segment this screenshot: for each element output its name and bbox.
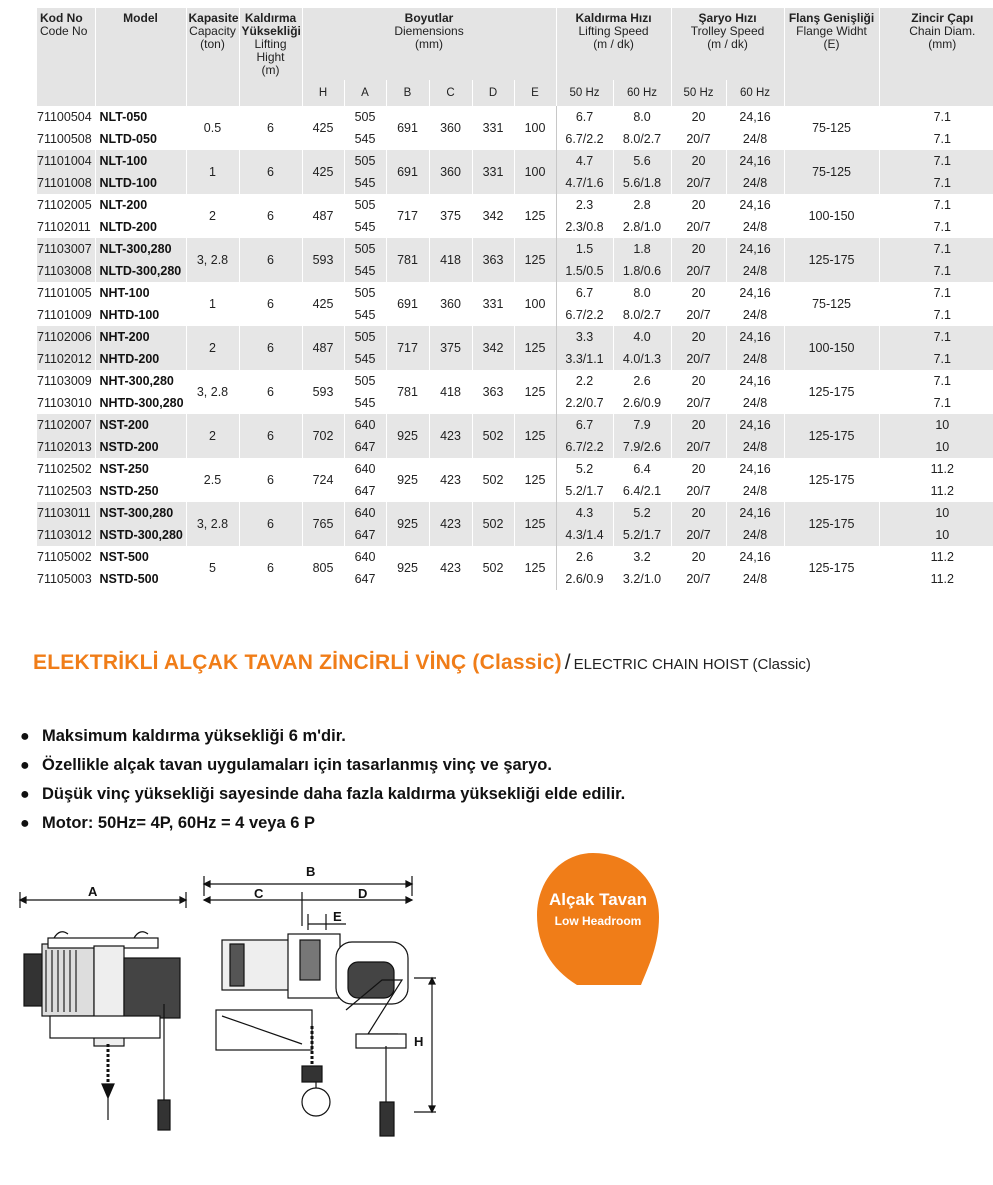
cell-trolley-speed-60hz: 24,16 24/8 [726, 150, 784, 194]
cell-flange-width: 125-175 [784, 238, 879, 282]
cell-code: 71100504 71100508 [37, 110, 92, 146]
dim-label-d: D [358, 886, 368, 901]
table-row [37, 282, 993, 326]
cell-dim-d: 502 [472, 414, 514, 458]
cell-lift-height: 6 [239, 546, 302, 590]
cell-dim-c: 423 [429, 414, 472, 458]
cell-dim-a: 640 647 [344, 546, 386, 590]
cell-trolley-speed-50hz: 20 20/7 [671, 546, 726, 590]
cell-lift-height: 6 [239, 106, 302, 150]
cell-code: 71102006 71102012 [37, 326, 95, 370]
cell-lift-speed-60hz: 5.2 5.2/1.7 [613, 502, 671, 546]
low-headroom-badge [537, 853, 659, 985]
header-lift-height: Kaldırma Yüksekliği Lifting Hight (m) [239, 8, 302, 80]
header-code: Kod No Code No [37, 8, 95, 80]
feature-item: ● Motor: 50Hz= 4P, 60Hz = 4 veya 6 P [20, 809, 625, 838]
cell-chain-diameter: 7.1 7.1 [879, 282, 993, 326]
cell-dim-a: 505 545 [344, 326, 386, 370]
table-row [37, 326, 993, 370]
table-row [37, 502, 993, 546]
cell-lift-speed-60hz: 8.0 8.0/2.7 [613, 106, 671, 150]
cell-dim-a: 505 545 [344, 282, 386, 326]
subheader-e: E [514, 80, 556, 106]
cell-dim-e: 125 [514, 458, 556, 502]
bullet-icon: ● [20, 815, 30, 832]
cell-dim-h: 487 [302, 326, 344, 370]
cell-dim-h: 593 [302, 238, 344, 282]
cell-dim-c: 423 [429, 458, 472, 502]
subheader-trolley-60hz: 60 Hz [726, 80, 784, 106]
cell-capacity: 2 [186, 326, 239, 370]
dim-label-a: A [88, 884, 98, 899]
cell-chain-diameter: 11.2 11.2 [879, 546, 993, 590]
cell-model: NHT-200 NHTD-200 [95, 326, 186, 370]
cell-trolley-speed-50hz: 20 20/7 [671, 282, 726, 326]
dim-label-b: B [306, 864, 316, 879]
cell-flange-width: 75-125 [784, 150, 879, 194]
cell-dim-e: 125 [514, 502, 556, 546]
header-lifting-speed: Kaldırma Hızı Lifting Speed (m / dk) [556, 8, 671, 80]
cell-dim-d: 331 [472, 282, 514, 326]
cell-lift-speed-50hz: 1.5 1.5/0.5 [556, 238, 613, 282]
table-row [37, 238, 993, 282]
cell-dim-c: 423 [429, 546, 472, 590]
cell-dim-h: 425 [302, 150, 344, 194]
subheader-lift-60hz: 60 Hz [613, 80, 671, 106]
cell-trolley-speed-60hz: 24,16 24/8 [726, 458, 784, 502]
cell-dim-a: 505 545 [344, 106, 386, 150]
cell-model: NLT-300,280 NLTD-300,280 [95, 238, 186, 282]
cell-dim-a: 505 545 [344, 238, 386, 282]
cell-flange-width: 75-125 [784, 106, 879, 150]
cell-code: 71101005 71101009 [37, 286, 92, 322]
cell-lift-speed-60hz: 5.6 5.6/1.8 [613, 150, 671, 194]
cell-code: 71103007 71103008 [37, 238, 95, 282]
header-trolley-speed: Şaryo Hızı Trolley Speed (m / dk) [671, 8, 784, 80]
cell-trolley-speed-50hz: 20 20/7 [671, 238, 726, 282]
cell-model: NLT-200 NLTD-200 [95, 194, 186, 238]
header-model: Model [95, 8, 186, 80]
cell-trolley-speed-60hz: 24,16 24/8 [726, 502, 784, 546]
cell-dim-d: 502 [472, 458, 514, 502]
cell-chain-diameter: 7.1 7.1 [879, 326, 993, 370]
cell-trolley-speed-50hz: 20 20/7 [671, 370, 726, 414]
hoist-side-view-drawing [196, 866, 446, 1141]
cell-dim-e: 125 [514, 414, 556, 458]
cell-lift-height: 6 [239, 370, 302, 414]
cell-trolley-speed-60hz: 24,16 24/8 [726, 546, 784, 590]
cell-lift-speed-50hz: 4.3 4.3/1.4 [556, 502, 613, 546]
cell-dim-e: 125 [514, 326, 556, 370]
cell-dim-c: 375 [429, 326, 472, 370]
cell-lift-speed-50hz: 2.3 2.3/0.8 [556, 194, 613, 238]
cell-capacity: 3, 2.8 [186, 238, 239, 282]
cell-model: NHT-300,280 NHTD-300,280 [95, 370, 186, 414]
cell-capacity: 1 [186, 150, 239, 194]
cell-lift-speed-50hz: 2.6 2.6/0.9 [556, 546, 613, 590]
table-row [37, 370, 993, 414]
cell-dim-a: 505 545 [344, 150, 386, 194]
cell-flange-width: 75-125 [784, 282, 879, 326]
cell-dim-h: 487 [302, 194, 344, 238]
product-title-tr: ELEKTRİKLİ ALÇAK TAVAN ZİNCİRLİ VİNÇ (Classic) [33, 651, 562, 674]
cell-code: 71103011 71103012 [37, 502, 95, 546]
cell-chain-diameter: 10 10 [879, 502, 993, 546]
cell-trolley-speed-50hz: 20 20/7 [671, 458, 726, 502]
subheader-c: C [429, 80, 472, 106]
cell-dim-e: 100 [514, 106, 556, 150]
dim-label-e: E [333, 909, 342, 924]
cell-code: 71103009 71103010 [37, 374, 92, 410]
cell-dim-h: 593 [302, 370, 344, 414]
cell-lift-speed-60hz: 4.0 4.0/1.3 [613, 326, 671, 370]
table-row [37, 546, 993, 590]
feature-item: ● Düşük vinç yüksekliği sayesinde daha fazla kaldırma yüksekliği elde edilir. [20, 780, 625, 809]
cell-dim-d: 331 [472, 150, 514, 194]
cell-chain-diameter: 7.1 7.1 [879, 150, 993, 194]
cell-dim-e: 125 [514, 238, 556, 282]
table-row [37, 458, 993, 502]
cell-lift-speed-50hz: 4.7 4.7/1.6 [556, 150, 613, 194]
cell-dim-a: 505 545 [344, 370, 386, 414]
feature-item: ● Maksimum kaldırma yüksekliği 6 m'dir. [20, 722, 625, 751]
cell-chain-diameter: 10 10 [879, 414, 993, 458]
dim-label-c: C [254, 886, 264, 901]
cell-dim-d: 342 [472, 326, 514, 370]
subheader-lift-50hz: 50 Hz [556, 80, 613, 106]
cell-dim-b: 925 [386, 414, 429, 458]
cell-dim-b: 717 [386, 194, 429, 238]
cell-model: NHT-100 NHTD-100 [95, 282, 186, 326]
cell-dim-b: 691 [386, 282, 429, 326]
cell-dim-e: 125 [514, 546, 556, 590]
cell-trolley-speed-60hz: 24,16 24/8 [726, 282, 784, 326]
cell-flange-width: 100-150 [784, 194, 879, 238]
cell-lift-speed-50hz: 6.7 6.7/2.2 [556, 282, 613, 326]
cell-dim-c: 360 [429, 106, 472, 150]
bullet-icon: ● [20, 728, 30, 745]
cell-dim-e: 100 [514, 150, 556, 194]
hoist-front-view-drawing [14, 884, 204, 1134]
cell-code: 71102502 71102503 [37, 462, 92, 498]
cell-capacity: 3, 2.8 [186, 370, 239, 414]
cell-trolley-speed-60hz: 24,16 24/8 [726, 370, 784, 414]
dim-label-h: H [414, 1034, 424, 1049]
subheader-b: B [386, 80, 429, 106]
table-row [37, 106, 993, 150]
cell-lift-speed-60hz: 2.6 2.6/0.9 [613, 370, 671, 414]
cell-model: NST-200 NSTD-200 [95, 414, 186, 458]
cell-dim-d: 342 [472, 194, 514, 238]
cell-trolley-speed-60hz: 24,16 24/8 [726, 414, 784, 458]
cell-capacity: 1 [186, 282, 239, 326]
header-capacity: Kapasite Capacity (ton) [186, 8, 239, 80]
cell-lift-speed-60hz: 2.8 2.8/1.0 [613, 194, 671, 238]
cell-dim-h: 425 [302, 282, 344, 326]
cell-trolley-speed-50hz: 20 20/7 [671, 414, 726, 458]
table-row [37, 150, 993, 194]
cell-dim-d: 331 [472, 106, 514, 150]
cell-dim-h: 425 [302, 106, 344, 150]
bullet-icon: ● [20, 786, 30, 803]
cell-lift-speed-60hz: 7.9 7.9/2.6 [613, 414, 671, 458]
cell-dim-b: 925 [386, 502, 429, 546]
subheader-d: D [472, 80, 514, 106]
cell-model: NST-250 NSTD-250 [95, 458, 186, 502]
cell-flange-width: 125-175 [784, 414, 879, 458]
cell-model: NST-500 NSTD-500 [95, 546, 186, 590]
cell-dim-c: 360 [429, 150, 472, 194]
cell-lift-height: 6 [239, 194, 302, 238]
subheader-h: H [302, 80, 344, 106]
cell-dim-e: 125 [514, 194, 556, 238]
cell-lift-speed-50hz: 6.7 6.7/2.2 [556, 106, 613, 150]
bullet-icon: ● [20, 757, 30, 774]
cell-dim-b: 925 [386, 458, 429, 502]
cell-chain-diameter: 7.1 7.1 [879, 106, 993, 150]
cell-lift-height: 6 [239, 414, 302, 458]
cell-dim-b: 691 [386, 150, 429, 194]
cell-dim-c: 375 [429, 194, 472, 238]
cell-trolley-speed-50hz: 20 20/7 [671, 326, 726, 370]
cell-lift-speed-60hz: 8.0 8.0/2.7 [613, 282, 671, 326]
cell-flange-width: 125-175 [784, 458, 879, 502]
cell-code: 71102007 71102013 [37, 414, 95, 458]
badge-line1: Alçak Tavan [549, 890, 647, 909]
badge-line2: Low Headroom [554, 914, 642, 928]
cell-dim-c: 418 [429, 238, 472, 282]
cell-lift-speed-60hz: 6.4 6.4/2.1 [613, 458, 671, 502]
cell-dim-h: 805 [302, 546, 344, 590]
cell-dim-h: 702 [302, 414, 344, 458]
cell-capacity: 5 [186, 546, 239, 590]
header-chain-diameter: Zincir Çapı Chain Diam. (mm) [879, 8, 993, 106]
cell-lift-height: 6 [239, 238, 302, 282]
cell-lift-speed-60hz: 1.8 1.8/0.6 [613, 238, 671, 282]
spec-table [37, 8, 993, 590]
cell-lift-height: 6 [239, 326, 302, 370]
cell-dim-c: 418 [429, 370, 472, 414]
spec-table-body [37, 106, 993, 590]
cell-capacity: 2.5 [186, 458, 239, 502]
cell-capacity: 2 [186, 414, 239, 458]
cell-code: 71105002 71105003 [37, 550, 92, 586]
cell-model: NLT-100 NLTD-100 [95, 150, 186, 194]
cell-lift-speed-50hz: 3.3 3.3/1.1 [556, 326, 613, 370]
cell-chain-diameter: 7.1 7.1 [879, 370, 993, 414]
cell-flange-width: 100-150 [784, 326, 879, 370]
cell-dim-d: 363 [472, 370, 514, 414]
cell-chain-diameter: 11.2 11.2 [879, 458, 993, 502]
cell-trolley-speed-50hz: 20 20/7 [671, 150, 726, 194]
cell-dim-d: 363 [472, 238, 514, 282]
subheader-a: A [344, 80, 386, 106]
table-row [37, 414, 993, 458]
cell-code: 71102005 71102011 [37, 198, 92, 234]
cell-chain-diameter: 7.1 7.1 [879, 194, 993, 238]
cell-dim-h: 724 [302, 458, 344, 502]
cell-capacity: 2 [186, 194, 239, 238]
cell-trolley-speed-60hz: 24,16 24/8 [726, 106, 784, 150]
cell-trolley-speed-60hz: 24,16 24/8 [726, 326, 784, 370]
cell-lift-speed-50hz: 2.2 2.2/0.7 [556, 370, 613, 414]
cell-dim-e: 100 [514, 282, 556, 326]
table-row [37, 194, 993, 238]
cell-dim-b: 691 [386, 106, 429, 150]
cell-model: NLT-050 NLTD-050 [95, 106, 186, 150]
cell-lift-height: 6 [239, 458, 302, 502]
cell-dim-a: 640 647 [344, 502, 386, 546]
cell-trolley-speed-50hz: 20 20/7 [671, 194, 726, 238]
cell-dim-b: 717 [386, 326, 429, 370]
cell-lift-height: 6 [239, 282, 302, 326]
cell-capacity: 0.5 [186, 106, 239, 150]
cell-capacity: 3, 2.8 [186, 502, 239, 546]
cell-dim-a: 640 647 [344, 458, 386, 502]
cell-code: 71101004 71101008 [37, 150, 95, 194]
cell-lift-height: 6 [239, 502, 302, 546]
cell-dim-b: 781 [386, 370, 429, 414]
cell-flange-width: 125-175 [784, 370, 879, 414]
cell-dim-d: 502 [472, 502, 514, 546]
cell-lift-speed-50hz: 6.7 6.7/2.2 [556, 414, 613, 458]
cell-dim-d: 502 [472, 546, 514, 590]
feature-item: ● Özellikle alçak tavan uygulamaları için tasarlanmış vinç ve şaryo. [20, 751, 625, 780]
cell-dim-h: 765 [302, 502, 344, 546]
header-flange-width: Flanş Genişliği Flange Widht (E) [784, 8, 879, 106]
cell-dim-b: 925 [386, 546, 429, 590]
cell-model: NST-300,280 NSTD-300,280 [95, 502, 186, 546]
cell-trolley-speed-60hz: 24,16 24/8 [726, 194, 784, 238]
header-dimensions: Boyutlar Diemensions (mm) [302, 8, 556, 80]
cell-dim-c: 360 [429, 282, 472, 326]
cell-flange-width: 125-175 [784, 502, 879, 546]
cell-dim-a: 505 545 [344, 194, 386, 238]
subheader-trolley-50hz: 50 Hz [671, 80, 726, 106]
cell-flange-width: 125-175 [784, 546, 879, 590]
cell-dim-a: 640 647 [344, 414, 386, 458]
cell-lift-speed-50hz: 5.2 5.2/1.7 [556, 458, 613, 502]
product-title [33, 651, 811, 675]
title-separator: / [564, 651, 571, 674]
cell-trolley-speed-50hz: 20 20/7 [671, 502, 726, 546]
cell-dim-b: 781 [386, 238, 429, 282]
cell-lift-speed-60hz: 3.2 3.2/1.0 [613, 546, 671, 590]
cell-dim-c: 423 [429, 502, 472, 546]
cell-trolley-speed-60hz: 24,16 24/8 [726, 238, 784, 282]
product-title-en: ELECTRIC CHAIN HOIST (Classic) [573, 656, 811, 673]
cell-chain-diameter: 7.1 7.1 [879, 238, 993, 282]
cell-lift-height: 6 [239, 150, 302, 194]
feature-list [20, 722, 625, 838]
cell-dim-e: 125 [514, 370, 556, 414]
cell-trolley-speed-50hz: 20 20/7 [671, 106, 726, 150]
